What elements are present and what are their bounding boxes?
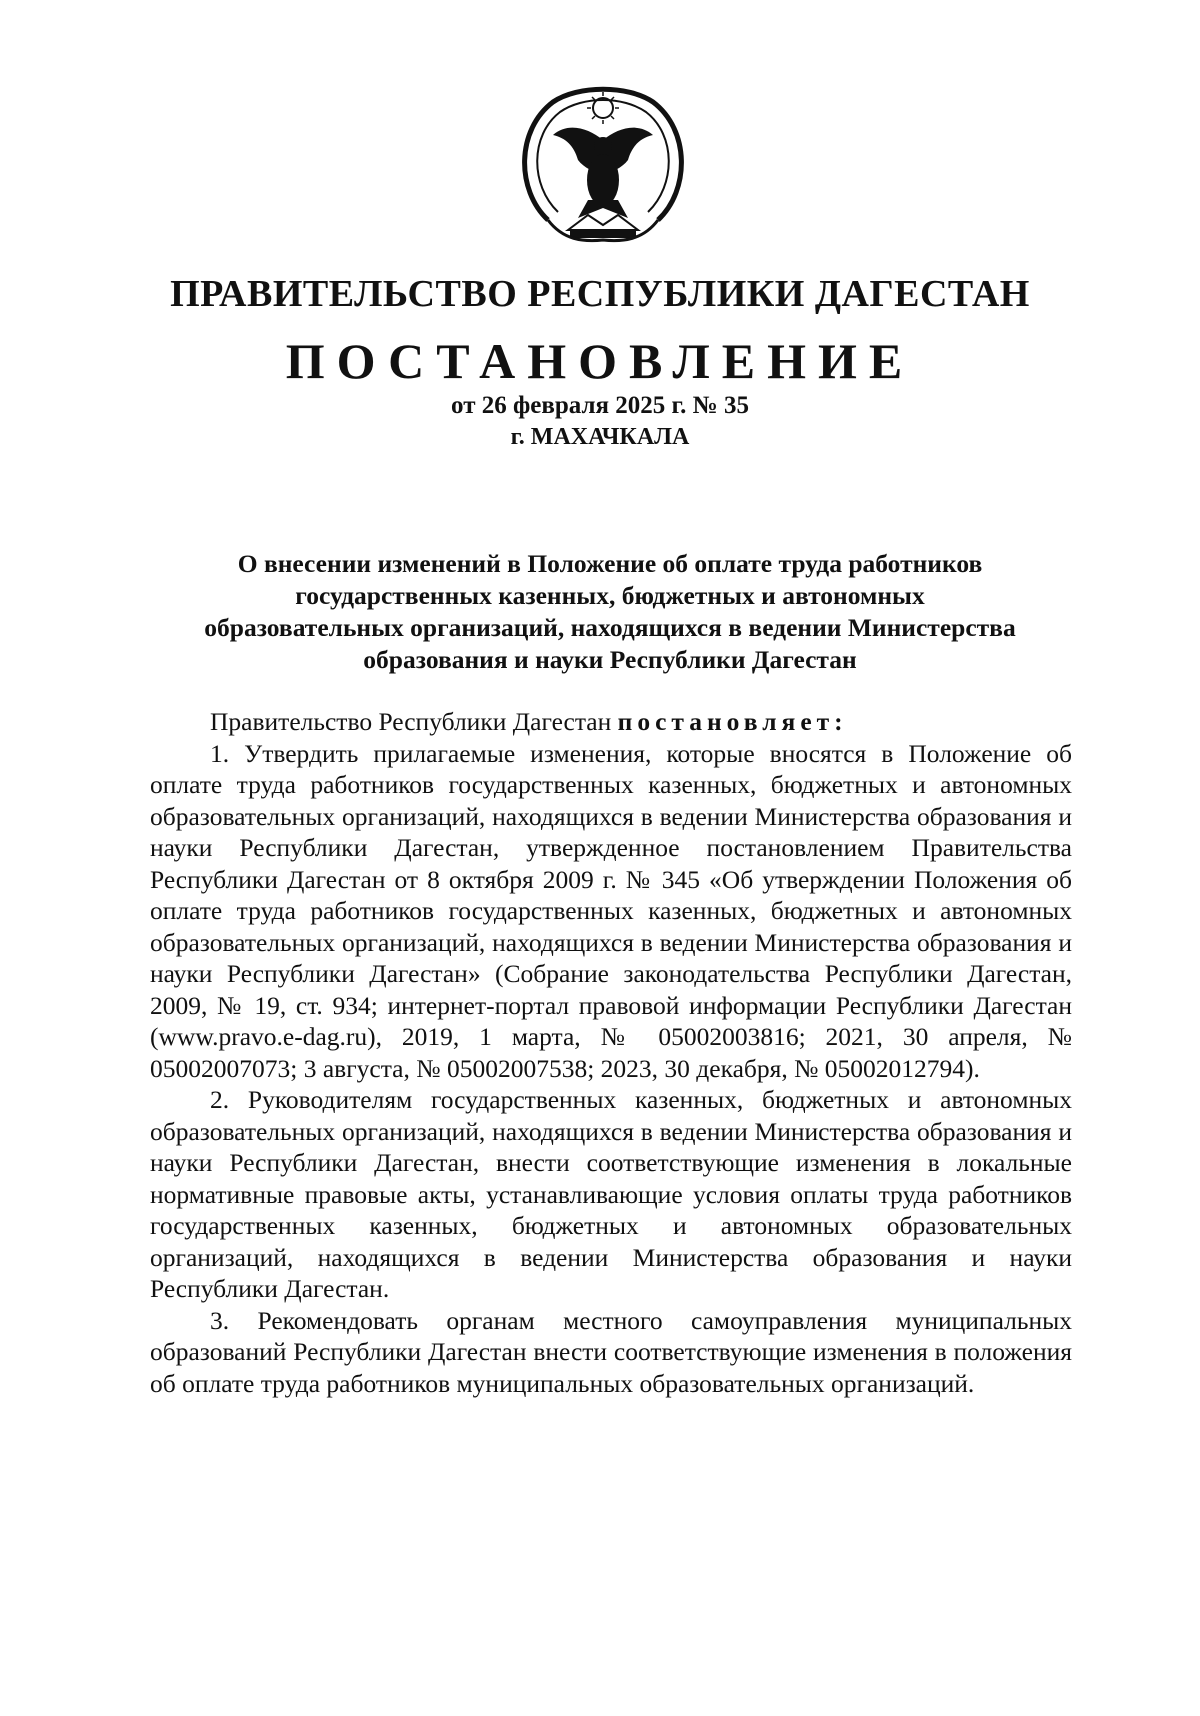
- preamble: [150, 706, 1072, 738]
- subject-line: государственных казенных, бюджетных и автономных: [295, 581, 925, 610]
- coat-of-arms-icon: [508, 80, 698, 250]
- document-date-number: от 26 февраля 2025 г. № 35: [451, 392, 749, 419]
- paragraph-item-1: 1. Утвердить прилагаемые изменения, которые вносятся в Положение об оплате труда работников государственных казенных, бюджетных и автономных образовательных организаций, находящихся в ведении Министерства образования и науки Республики Дагестан, утвержденное постановлением Правительства Республики Дагестан от 8 октября 2009 г. № 345 «Об утверждении Положения об оплате труда работников государственных казенных, бюджетных и автономных образовательных организаций, находящихся в ведении Министерства образования и науки Республики Дагестан» (Собрание законодательства Республики Дагестан, 2009, № 19, ст. 934; интернет-портал правовой информации Республики Дагестан (www.pravo.e-dag.ru), 2019, 1 марта, № 05002003816; 2021, 30 апреля, № 05002007073; 3 августа, № 05002007538; 2023, 30 декабря, № 05002012794).: [150, 738, 1072, 1083]
- document-city: г. МАХАЧКАЛА: [510, 424, 690, 450]
- subject-line: образования и науки Республики Дагестан: [363, 645, 857, 674]
- subject-line: О внесении изменений в Положение об оплате труда работников: [237, 549, 983, 578]
- government-title: ПРАВИТЕЛЬСТВО РЕСПУБЛИКИ ДАГЕСТАН: [170, 273, 1030, 315]
- preamble-text: Правительство Республики Дагестан: [210, 707, 618, 736]
- document-body: [150, 706, 1072, 1399]
- preamble-verb: постановляет:: [617, 707, 848, 736]
- subject-line: образовательных организаций, находящихся в ведении Министерства: [204, 613, 1016, 642]
- document-type: ПОСТАНОВЛЕНИЕ: [285, 333, 915, 389]
- paragraph-item-2: 2. Руководителям государственных казенных, бюджетных и автономных образовательных организаций, находящихся в ведении Министерства образования и науки Республики Дагестан, внести соответствующие изменения в локальные нормативные правовые акты, устанавливающие условия оплаты труда работников государственных казенных, бюджетных и автономных образовательных организаций, находящихся в ведении Министерства образования и науки Республики Дагестан.: [150, 1085, 1072, 1303]
- document-subject: [150, 548, 1070, 676]
- paragraph-item-3: 3. Рекомендовать органам местного самоуправления муниципальных образований Республики Дагестан внести соответствующие изменения в положения об оплате труда работников муниципальных образовательных организаций.: [150, 1305, 1072, 1398]
